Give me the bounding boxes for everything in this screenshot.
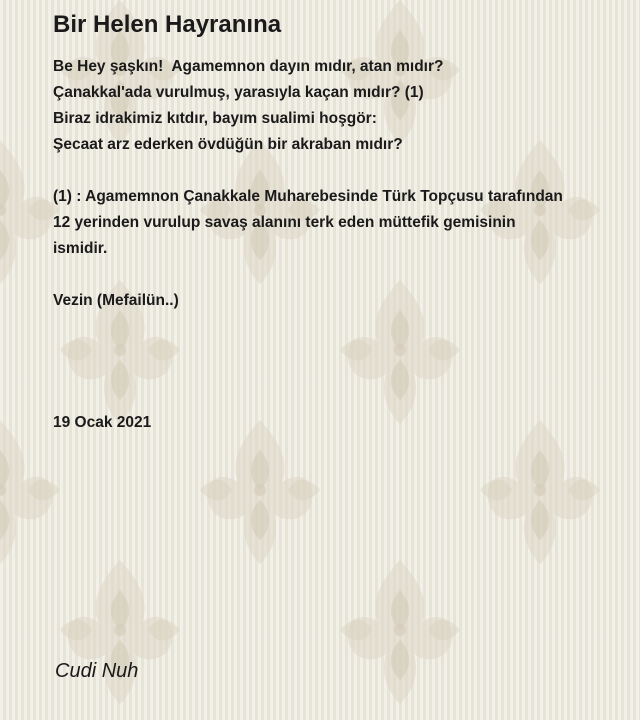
stanza-spacer	[53, 158, 563, 184]
poem-line: Be Hey şaşkın! Agamemnon dayın mıdır, atan mıdır?	[53, 58, 444, 75]
poem-line: Çanakkal'ada vurulmuş, yarasıyla kaçan mıdır? (1)	[53, 84, 424, 101]
stanza-spacer	[53, 262, 563, 288]
poem-title: Bir Helen Hayranına	[53, 11, 282, 38]
footnote-line: ismidir.	[53, 240, 108, 257]
poem-date: 19 Ocak 2021	[53, 414, 152, 431]
poem-line: Şecaat arz ederken övdüğün bir akraban mıdır?	[53, 136, 403, 153]
poem-author: Cudi Nuh	[55, 660, 139, 682]
footnote-line: 12 yerinden vurulup savaş alanını terk eden müttefik gemisinin	[53, 214, 516, 231]
poem-line: Biraz idrakimiz kıtdır, bayım sualimi hoşgör:	[53, 110, 377, 127]
meter-note: Vezin (Mefailün..)	[53, 292, 179, 309]
footnote-line: (1) : Agamemnon Çanakkale Muharebesinde Türk Topçusu tarafından	[53, 188, 563, 205]
poem-body	[53, 54, 563, 314]
